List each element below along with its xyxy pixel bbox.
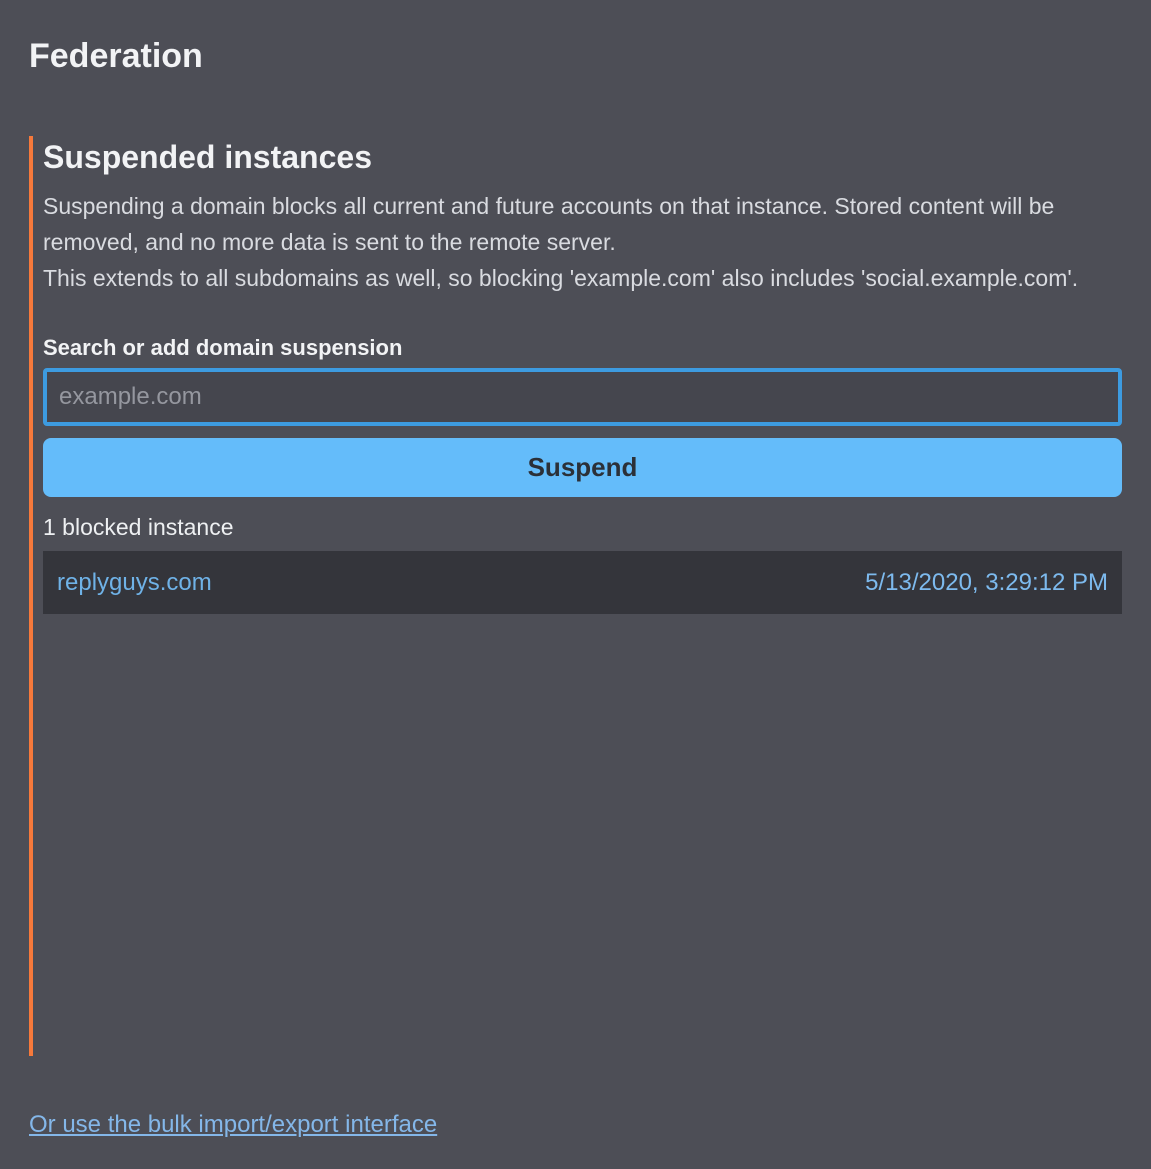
section-description-line-1: Suspending a domain blocks all current and future accounts on that instance. Stored content will be removed, and no more data is sent to the remote server. (43, 193, 1055, 255)
section-heading: Suspended instances (43, 139, 372, 175)
suspended-instances-section (29, 136, 1122, 1056)
blocked-instance-count: 1 blocked instance (43, 514, 234, 540)
footer-area (29, 1110, 1122, 1140)
section-description-line-2: This extends to all subdomains as well, so blocking 'example.com' also includes 'social.example.com'. (43, 265, 1079, 291)
suspend-button[interactable]: Suspend (43, 438, 1122, 497)
blocked-domain-link[interactable]: replyguys.com (57, 568, 212, 596)
blocked-instance-row (43, 551, 1122, 614)
blocked-date: 5/13/2020, 3:29:12 PM (865, 568, 1108, 596)
domain-search-input[interactable] (43, 368, 1122, 426)
page-title: Federation (29, 37, 203, 75)
domain-suspension-label: Search or add domain suspension (43, 335, 403, 360)
bulk-import-export-link[interactable]: Or use the bulk import/export interface (29, 1111, 438, 1138)
